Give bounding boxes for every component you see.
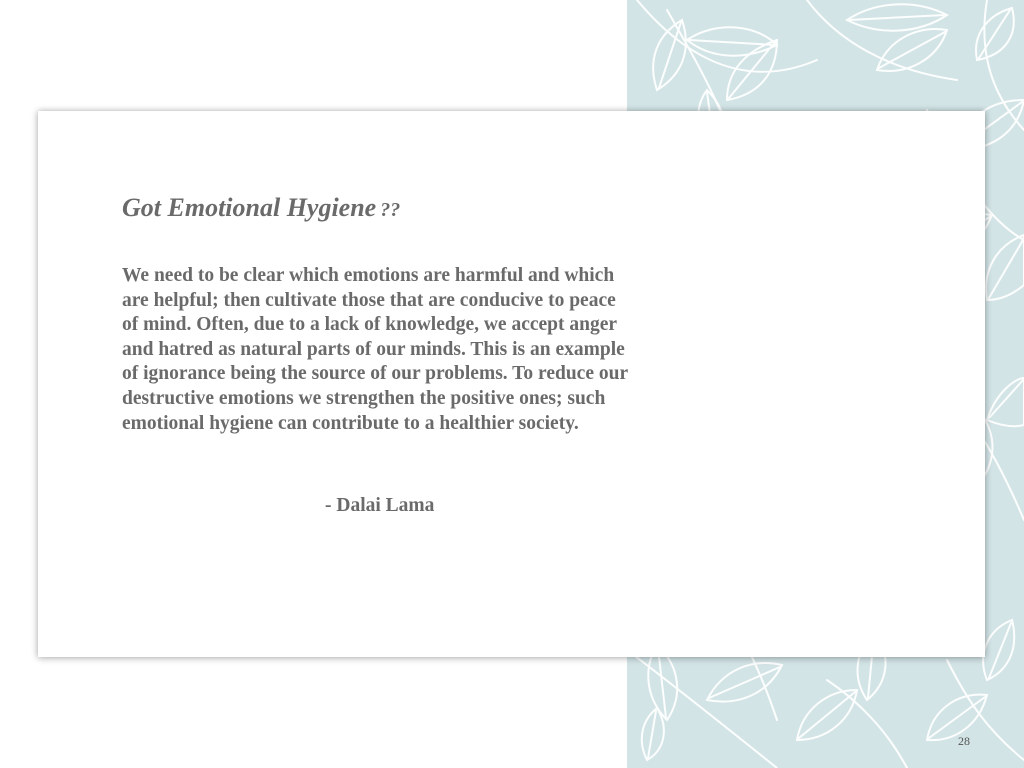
- page-number: 28: [958, 734, 970, 748]
- quote-attribution: - Dalai Lama: [325, 495, 435, 516]
- content-card: [38, 111, 985, 657]
- title-suffix: ??: [380, 199, 401, 221]
- title-text: Got Emotional Hygiene: [122, 193, 377, 222]
- slide-title: [122, 191, 400, 227]
- quote-body: We need to be clear which emotions are harmful and which are helpful; then cultivate those that are conducive to peace of mind. Often, due to a lack of knowledge, we accept anger and hatred as natural parts of our minds. This is an example of ignorance being the source of our problems. To reduce our destructive emotions we strengthen the positive ones; such emotional hygiene can contribute to a healthier society.: [122, 265, 628, 434]
